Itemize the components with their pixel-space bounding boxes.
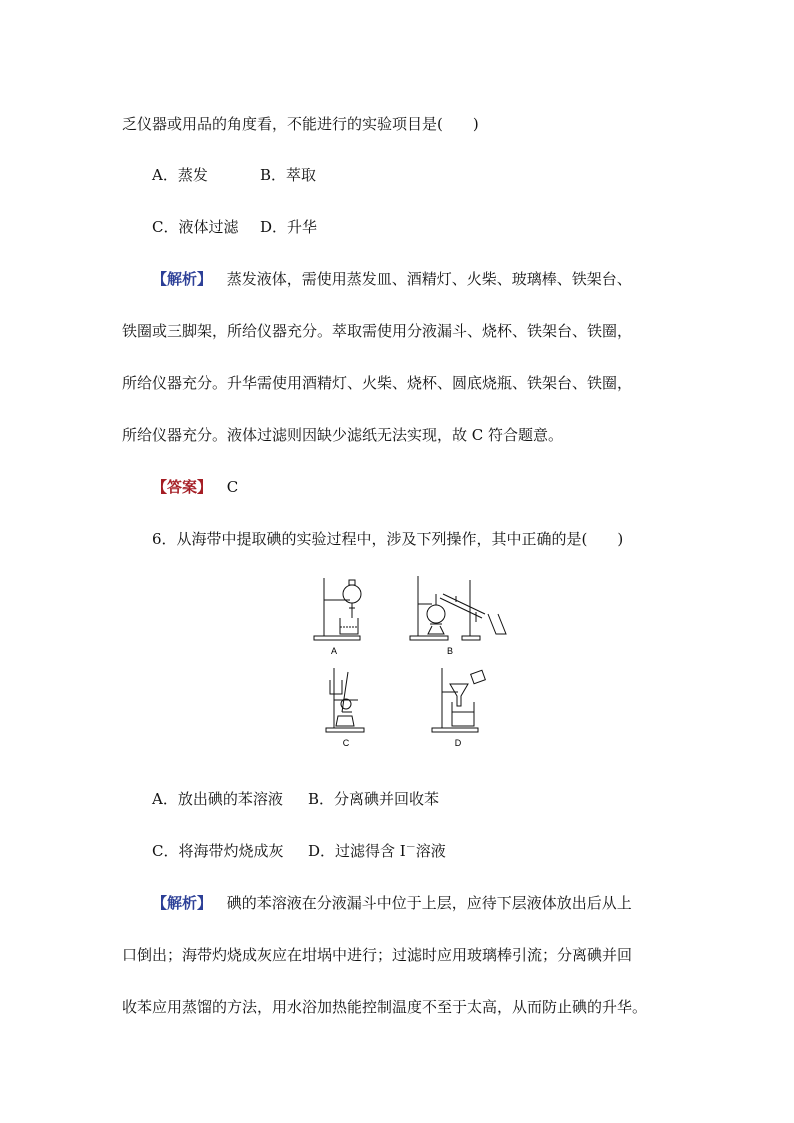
q6-option-c: C．将海带灼烧成灰: [152, 842, 284, 860]
analysis-tag: 【解析】: [152, 270, 213, 288]
analysis-tag: 【解析】: [152, 894, 213, 912]
q6-analysis-line-3: 收苯应用蒸馏的方法，用水浴加热能控制温度不至于太高，从而防止碘的升华。: [122, 998, 648, 1016]
q6-option-d-sup: －: [405, 842, 416, 853]
figure-label-c: C: [342, 738, 350, 748]
answer-tag: 【答案】: [152, 478, 213, 496]
apparatus-d-filtration: [432, 668, 485, 732]
q6-stem: 6．从海带中提取碘的实验过程中，涉及下列操作，其中正确的是( ): [152, 530, 624, 548]
figure-label-d: D: [454, 738, 462, 748]
q6-analysis-line-1: [152, 893, 632, 913]
q5-analysis-line-3: 所给仪器充分。升华需使用酒精灯、火柴、烧杯、圆底烧瓶、铁架台、铁圈，: [122, 374, 633, 392]
figure-label-b: B: [446, 646, 454, 656]
q5-analysis-line-1: [152, 269, 632, 289]
q5-option-c: C．液体过滤: [152, 218, 239, 236]
q6-option-a: A．放出碘的苯溶液: [152, 790, 283, 808]
q5-analysis-line-4: 所给仪器充分。液体过滤则因缺少滤纸无法实现，故 C 符合题意。: [122, 426, 564, 444]
q5-option-a: A．蒸发: [152, 166, 208, 184]
answer-value: C: [226, 478, 239, 496]
q5-answer: [152, 477, 238, 497]
q6-option-b: B．分离碘并回收苯: [308, 790, 440, 808]
analysis-text: 蒸发液体，需使用蒸发皿、酒精灯、火柴、玻璃棒、铁架台、: [226, 270, 632, 288]
apparatus-c-crucible: [326, 668, 364, 732]
apparatus-a-separatory-funnel: [314, 578, 361, 640]
q5-option-b: B．萃取: [260, 166, 317, 184]
figure-label-a: A: [330, 646, 338, 656]
q5-option-d: D．升华: [260, 218, 318, 236]
q6-option-d-suffix: 溶液: [415, 842, 446, 860]
analysis-text: 碘的苯溶液在分液漏斗中位于上层，应待下层液体放出后从上: [226, 894, 632, 912]
q6-option-d: [308, 841, 446, 861]
apparatus-b-distillation: [410, 576, 506, 640]
q6-analysis-line-2: 口倒出；海带灼烧成灰应在坩埚中进行；过滤时应用玻璃棒引流；分离碘并回: [122, 946, 633, 964]
q5-stem: 乏仪器或用品的角度看，不能进行的实验项目是( ): [122, 115, 479, 133]
q5-analysis-line-2: 铁圈或三脚架，所给仪器充分。萃取需使用分液漏斗、烧杯、铁架台、铁圈，: [122, 322, 633, 340]
q6-option-d-prefix: D．过滤得含 I: [308, 842, 406, 860]
apparatus-figure: [300, 568, 510, 768]
